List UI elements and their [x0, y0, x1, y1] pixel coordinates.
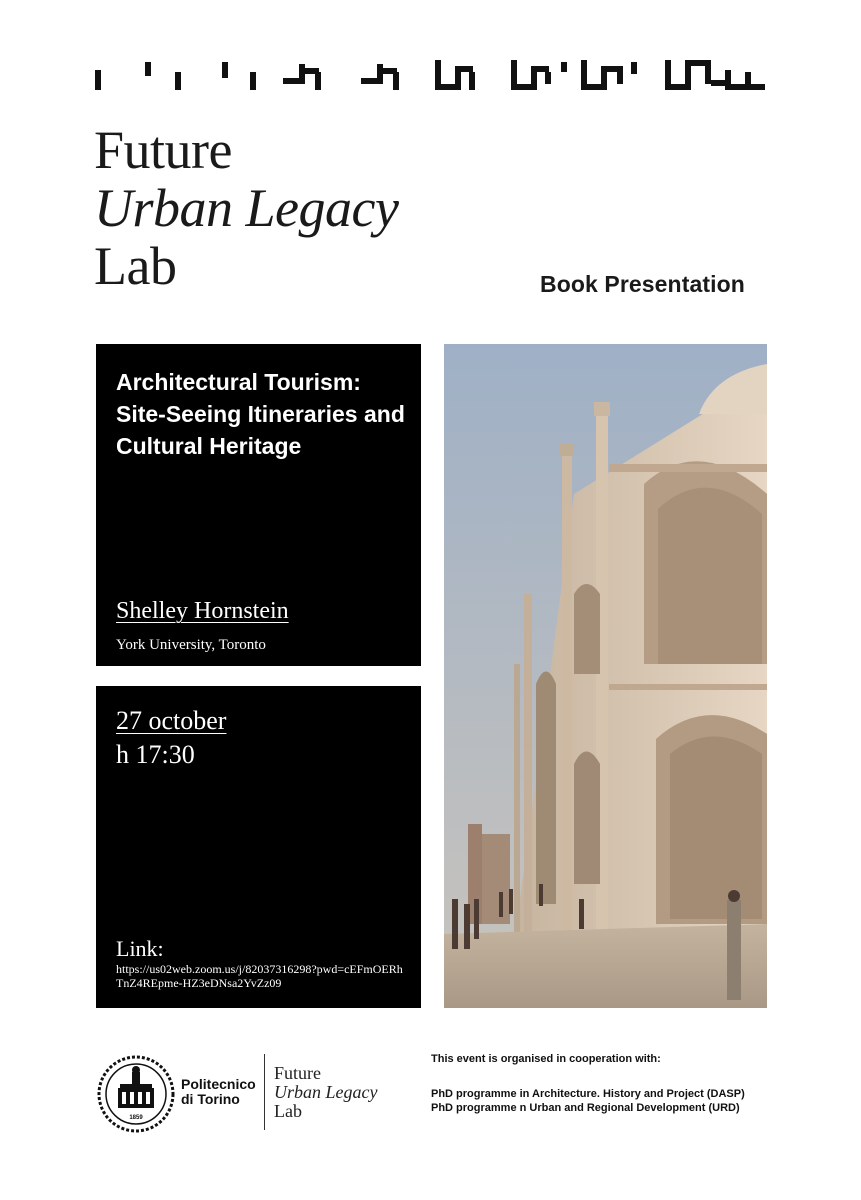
cooperation-line-1: PhD programme in Architecture. History and Project (DASP) — [431, 1088, 745, 1100]
footer-lab-line-3: Lab — [274, 1101, 302, 1121]
taj-mahal-photo — [444, 344, 767, 1008]
lab-logo-glyph-strip — [95, 56, 765, 90]
university-name — [181, 1077, 256, 1107]
page-title — [94, 121, 398, 295]
speaker-name: Shelley Hornstein — [116, 598, 289, 624]
talk-info-panel — [96, 344, 421, 666]
title-line-2: Urban Legacy — [94, 178, 399, 238]
cooperation-line-2: PhD programme n Urban and Regional Development (URD) — [431, 1102, 740, 1114]
title-line-3: Lab — [94, 236, 177, 296]
footer-lab-logo — [274, 1064, 377, 1121]
event-time: h 17:30 — [116, 740, 195, 769]
politecnico-seal-logo — [96, 1054, 176, 1134]
event-date: 27 october — [116, 706, 227, 735]
event-info-panel — [96, 686, 421, 1008]
zoom-link[interactable]: https://us02web.zoom.us/j/82037316298?pwd=cEFmOERhTnZ4REpme-HZ3eDNsa2YvZz09 — [116, 962, 403, 990]
footer-lab-line-2: Urban Legacy — [274, 1082, 378, 1102]
university-name-line-2: di Torino — [181, 1091, 240, 1107]
seal-year: 1859 — [129, 1115, 143, 1121]
link-label: Link: — [116, 936, 164, 961]
cooperation-intro: This event is organised in cooperation with: — [431, 1053, 661, 1065]
title-line-1: Future — [94, 120, 232, 180]
footer-lab-line-1: Future — [274, 1063, 321, 1083]
speaker-affiliation: York University, Toronto — [116, 637, 266, 653]
footer-divider — [264, 1054, 265, 1130]
university-name-line-1: Politecnico — [181, 1076, 256, 1092]
talk-title: Architectural Tourism: Site-Seeing Itineraries and Cultural Heritage — [116, 369, 405, 459]
event-type-label: Book Presentation — [540, 271, 745, 297]
cooperation-block — [431, 1053, 771, 1115]
